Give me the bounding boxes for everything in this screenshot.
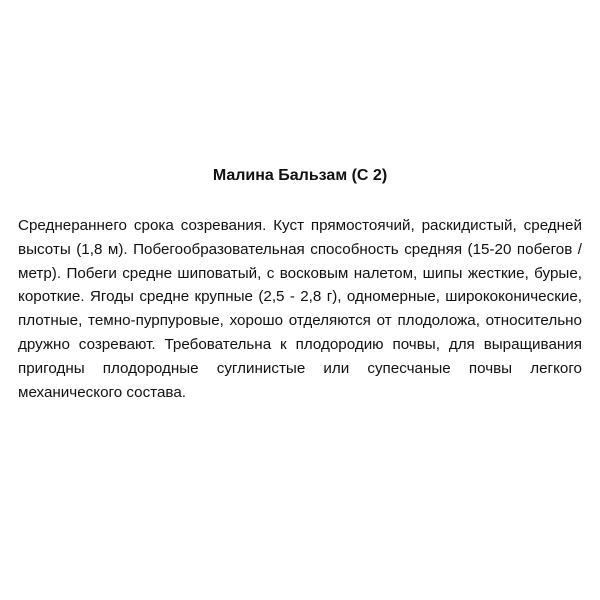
product-title: Малина Бальзам (С 2) <box>212 167 388 184</box>
product-description: Среднераннего срока созревания. Куст прямостоячий, раскидистый, средней высоты (1,8 м). Побегообразовательная способность средняя (15-20 побегов / метр). Побеги средне шиповатый, с восковым налетом, шипы жесткие, бурые, короткие. Ягоды средне крупные (2,5 - 2,8 г), одномерные, ширококонические, плотные, темно-пурпуровые, хорошо отделяются от плодоложа, относительно дружно созревают. Требовательна к плодородию почвы, для выращивания пригодны плодородные суглинистые или супесчаные почвы легкого механического состава. <box>18 217 582 401</box>
